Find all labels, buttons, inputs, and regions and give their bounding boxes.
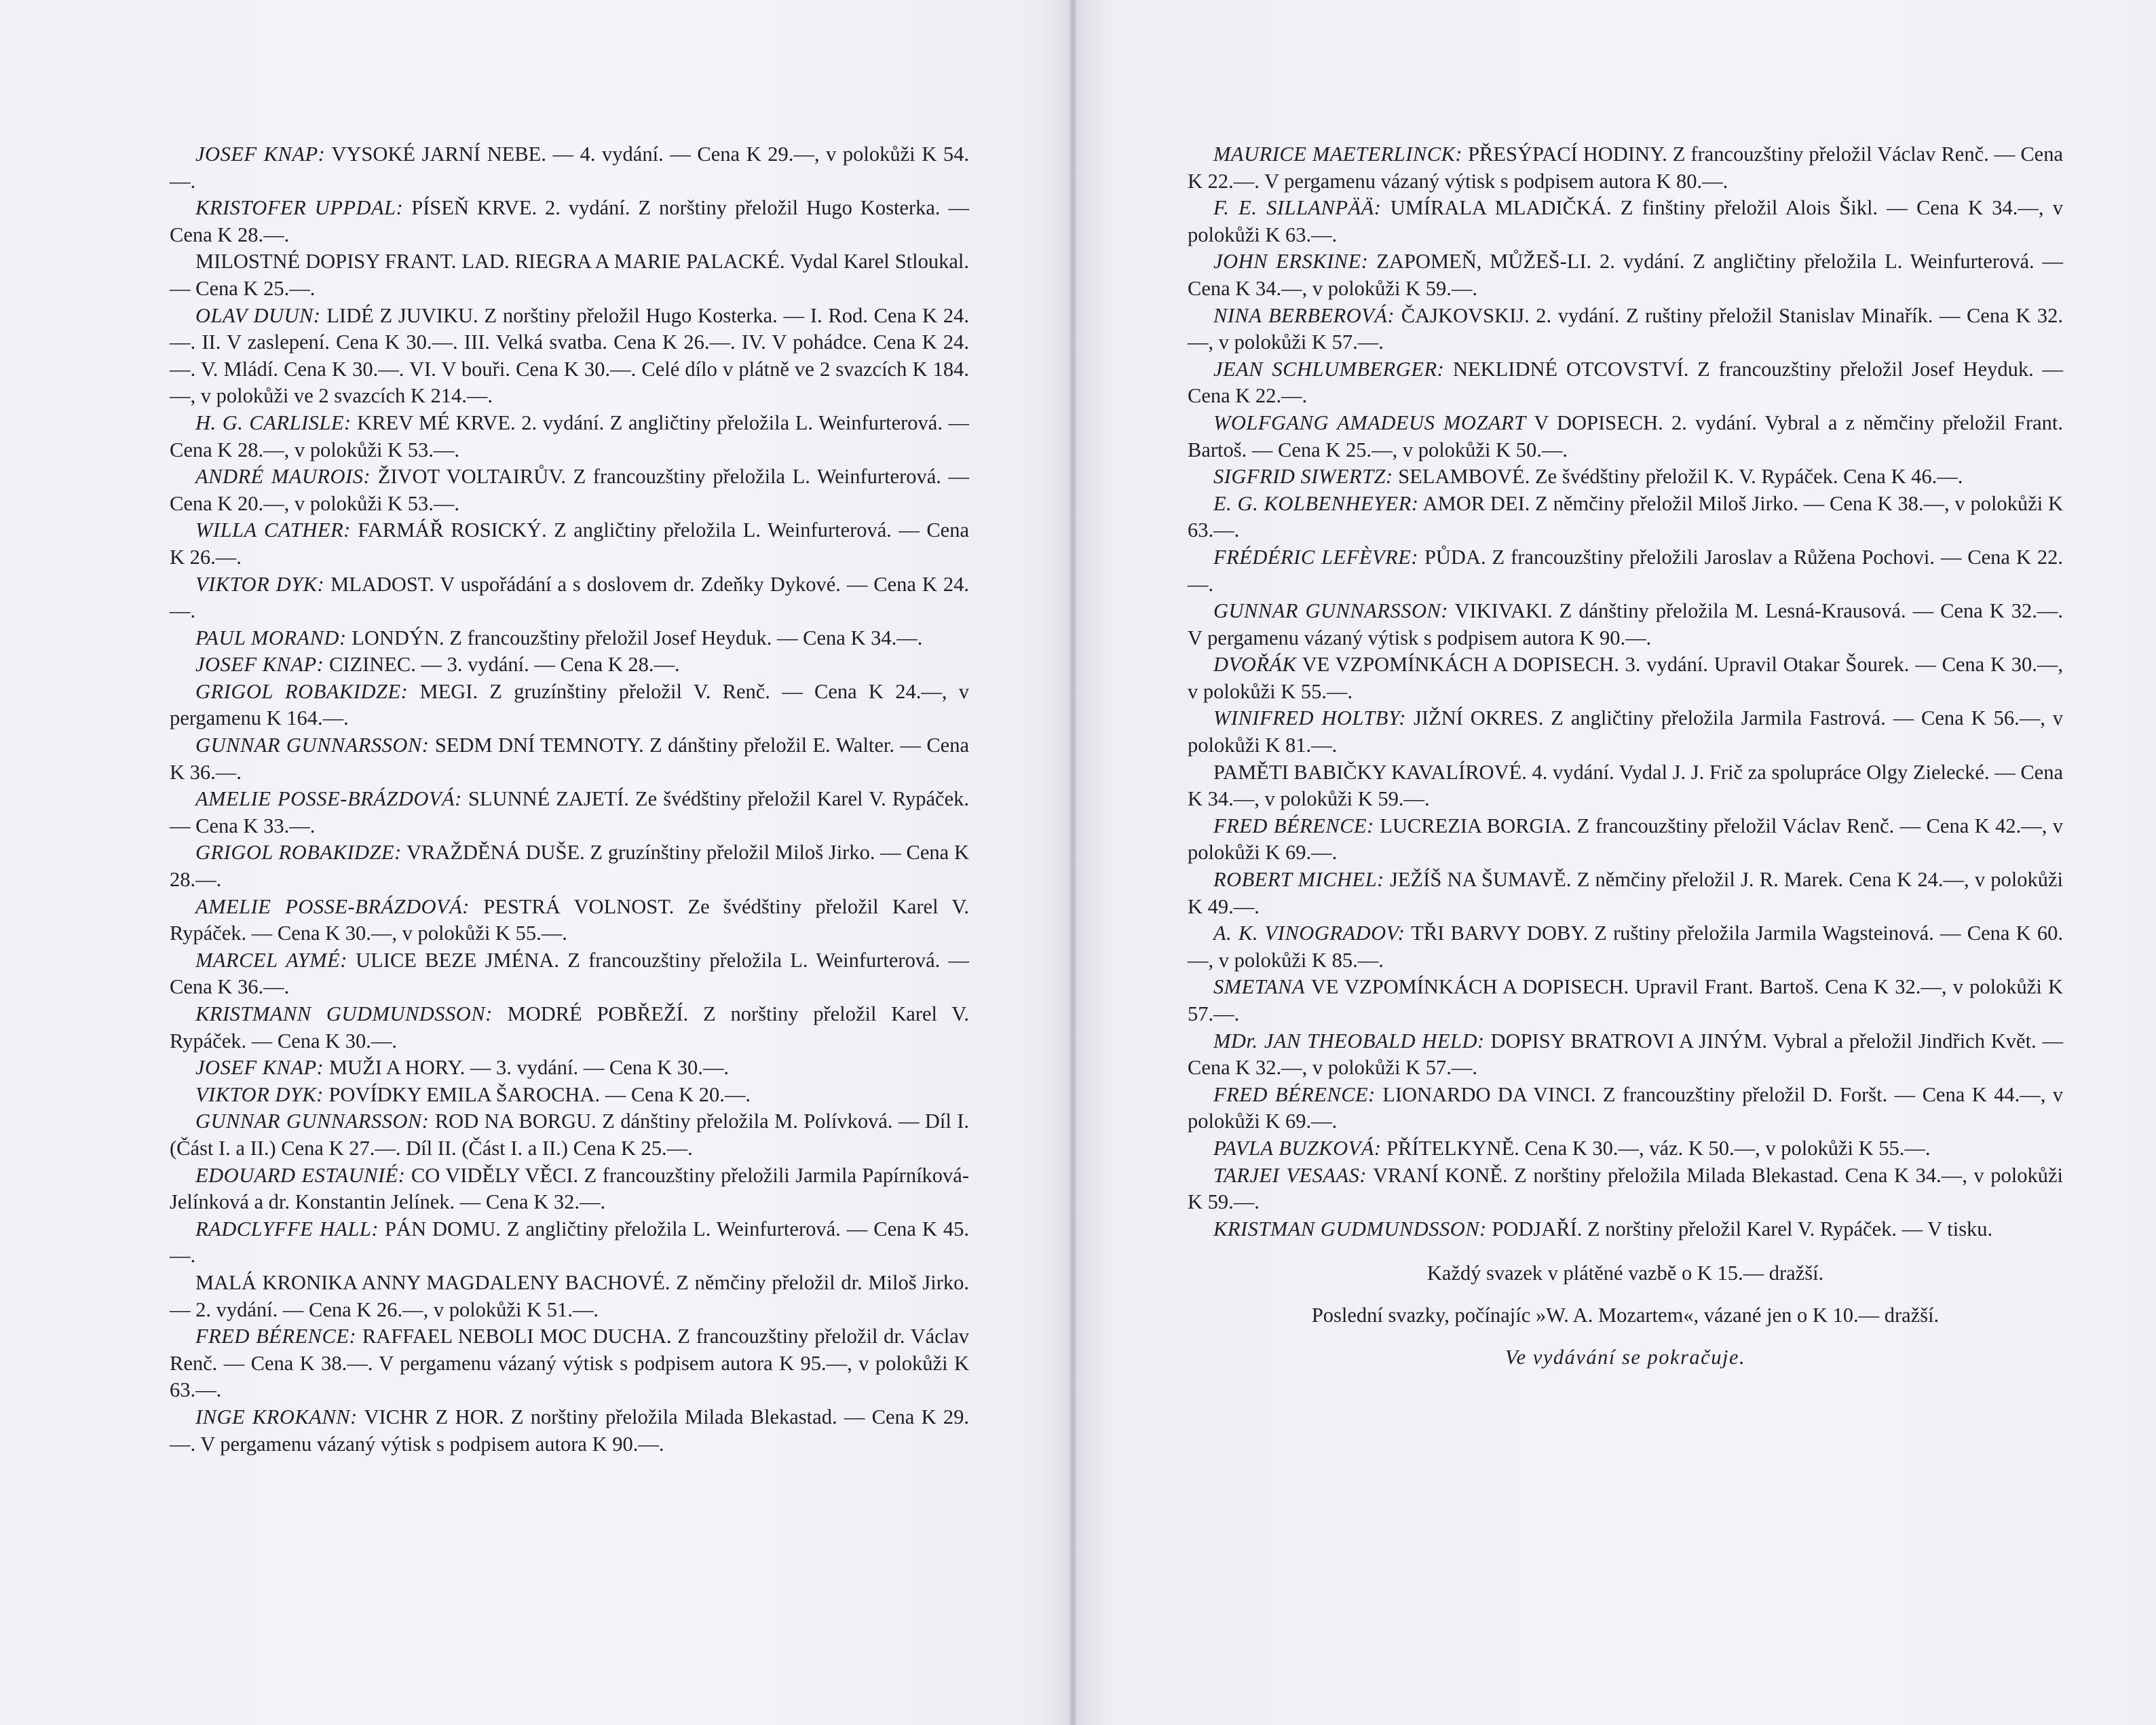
right-page xyxy=(1072,0,2156,1725)
book-title-and-price: PESTRÁ VOLNOST. Ze švédštiny přeložil Karel V. Rypáček. — Cena K 30.—, v polokůži K 55.—. xyxy=(170,894,970,945)
book-author: VIKTOR DYK: xyxy=(195,1082,324,1106)
book-entry xyxy=(170,1055,969,1082)
book-title-and-price: JIŽNÍ OKRES. Z angličtiny přeložila Jarmila Fastrová. — Cena K 56.—, v polokůži K 81.—. xyxy=(1188,706,2063,757)
book-entry xyxy=(170,517,969,571)
book-title-and-price: CIZINEC. — 3. vydání. — Cena K 28.—. xyxy=(324,653,680,677)
book-author: VIKTOR DYK: xyxy=(195,572,325,596)
book-author: SIGFRID SIWERTZ: xyxy=(1213,465,1393,489)
book-entry xyxy=(170,1323,969,1404)
book-entry xyxy=(1188,974,2063,1027)
book-entry xyxy=(170,625,969,652)
book-author: AMELIE POSSE-BRÁZDOVÁ: xyxy=(195,894,470,918)
left-page xyxy=(0,0,1072,1725)
book-entry xyxy=(1188,356,2063,410)
book-author: NINA BERBEROVÁ: xyxy=(1213,303,1395,327)
book-entry xyxy=(1188,759,2063,813)
book-entry xyxy=(170,195,969,248)
book-author: FRED BÉRENCE: xyxy=(1213,1082,1376,1106)
book-title-and-price: LIDÉ Z JUVIKU. Z norštiny přeložil Hugo Kosterka. — I. Rod. Cena K 24.—. II. V zaslepení. Cena K 30.—. III. Velká svatba. Cena K 26.—. IV. V pohádce. Cena K 24.—. V. Mládí. Cena K 30.—. VI. V bouři. Cena K 30.—. Celé dílo v plátně ve 2 svazcích K 184.—, v polokůži ve 2 svazcích K 214.—. xyxy=(170,303,969,408)
book-entry xyxy=(170,732,969,786)
book-title-and-price: POVÍDKY EMILA ŠAROCHA. — Cena K 20.—. xyxy=(323,1082,751,1106)
book-title-and-price: LUCREZIA BORGIA. Z francouzštiny přeložil Václav Renč. — Cena K 42.—, v polokůži K 69.—. xyxy=(1188,814,2063,865)
book-entry xyxy=(170,679,969,732)
book-author: AMELIE POSSE-BRÁZDOVÁ: xyxy=(195,787,462,811)
book-title-and-price: AMOR DEI. Z němčiny přeložil Miloš Jirko. — Cena K 38.—, v polokůži K 63.—. xyxy=(1188,491,2063,542)
book-author: MAURICE MAETERLINCK: xyxy=(1213,143,1463,166)
book-author: E. G. KOLBENHEYER: xyxy=(1213,491,1419,515)
book-title-and-price: ŽIVOT VOLTAIRŮV. Z francouzštiny přeložila L. Weinfurterová. — Cena K 20.—, v polokůži K 53.—. xyxy=(170,465,969,515)
book-entry xyxy=(1188,651,2063,705)
book-title-and-price: MALÁ KRONIKA ANNY MAGDALENY BACHOVÉ. Z němčiny přeložil dr. Miloš Jirko. — 2. vydání. — Cena K 26.—, v polokůži K 51.—. xyxy=(170,1270,969,1321)
book-author: GRIGOL ROBAKIDZE: xyxy=(195,679,409,703)
book-entry xyxy=(170,410,969,463)
book-title-and-price: MUŽI A HORY. — 3. vydání. — Cena K 30.—. xyxy=(324,1056,730,1080)
book-author: GUNNAR GUNNARSSON: xyxy=(1213,599,1449,623)
book-author: GRIGOL ROBAKIDZE: xyxy=(195,841,402,865)
book-author: A. K. VINOGRADOV: xyxy=(1213,922,1405,945)
recent-volumes-note: Poslední svazky, počínajíc »W. A. Mozartem«, vázané jen o K 10.— dražší. xyxy=(1311,1303,1940,1327)
book-title-and-price: ROD NA BORGU. Z dánštiny přeložila M. Polívková. — Díl I. (Část I. a II.) Cena K 27.—. Díl II. (Část I. a II.) Cena K 25.—. xyxy=(170,1110,970,1160)
book-author: GUNNAR GUNNARSSON: xyxy=(195,734,430,757)
book-title-and-price: PODJAŘÍ. Z norštiny přeložil Karel V. Rypáček. — V tisku. xyxy=(1486,1217,1993,1240)
book-author: JOSEF KNAP: xyxy=(195,143,326,166)
continuation-note: Ve vydávání se pokračuje. xyxy=(1505,1345,1746,1369)
book-entry xyxy=(1188,303,2063,356)
book-title-and-price: ZAPOMEŇ, MŮŽEŠ-LI. 2. vydání. Z angličtiny přeložila L. Weinfurterová. — Cena K 34.—, v polokůži K 59.—. xyxy=(1188,250,2063,300)
book-author: SMETANA xyxy=(1213,975,1306,999)
book-entry xyxy=(170,303,969,410)
book-author: RADCLYFFE HALL: xyxy=(195,1217,379,1240)
book-title-and-price: VIKIVAKI. Z dánštiny přeložila M. Lesná-Krausová. — Cena K 32.—. V pergamenu vázaný výtisk s podpisem autora K 90.—. xyxy=(1188,599,2063,649)
book-entry xyxy=(1188,463,2063,491)
book-author: EDOUARD ESTAUNIÉ: xyxy=(195,1163,406,1187)
book-entry xyxy=(170,1001,969,1055)
book-entry xyxy=(170,839,969,893)
book-title-and-price: PŮDA. Z francouzštiny přeložili Jaroslav a Růžena Pochovi. — Cena K 22.—. xyxy=(1188,545,2063,596)
book-author: JOHN ERSKINE: xyxy=(1213,250,1369,273)
book-author: WILLA CATHER: xyxy=(195,518,351,542)
book-title-and-price: FARMÁŘ ROSICKÝ. Z angličtiny přeložila L. Weinfurterová. — Cena K 26.—. xyxy=(170,518,969,569)
book-entry xyxy=(170,463,969,517)
book-title-and-price: VE VZPOMÍNKÁCH A DOPISECH. 3. vydání. Upravil Otakar Šourek. — Cena K 30.—, v polokůži K 55.—. xyxy=(1188,653,2063,703)
right-entries xyxy=(1188,141,2063,1243)
book-entry xyxy=(170,571,969,625)
book-author: ROBERT MICHEL: xyxy=(1213,868,1384,892)
book-author: FRED BÉRENCE: xyxy=(195,1325,357,1348)
book-title-and-price: V DOPISECH. 2. vydání. Vybral a z němčiny přeložil Frant. Bartoš. — Cena K 25.—, v polokůži K 50.—. xyxy=(1188,411,2063,461)
book-title-and-price: RAFFAEL NEBOLI MOC DUCHA. Z francouzštiny přeložil dr. Václav Renč. — Cena K 38.—. V pergamenu vázaný výtisk s podpisem autora K 95.—, v polokůži K 63.—. xyxy=(170,1325,969,1402)
book-title-and-price: PŘÍTELKYNĚ. Cena K 30.—, váz. K 50.—, v polokůži K 55.—. xyxy=(1381,1136,1931,1160)
book-author: INGE KROKANN: xyxy=(195,1405,358,1428)
book-title-and-price: DOPISY BRATROVI A JINÝM. Vybral a přeložil Jindřich Květ. — Cena K 32.—, v polokůži K 57.—. xyxy=(1188,1029,2063,1080)
book-author: PAVLA BUZKOVÁ: xyxy=(1213,1136,1382,1160)
book-entry xyxy=(1188,1216,2063,1243)
book-title-and-price: VRAŽDĚNÁ DUŠE. Z gruzínštiny přeložil Miloš Jirko. — Cena K 28.—. xyxy=(170,841,969,892)
book-entry xyxy=(170,1270,969,1323)
book-title-and-price: VICHR Z HOR. Z norštiny přeložila Milada Blekastad. — Cena K 29.—. V pergamenu vázaný výtisk s podpisem autora K 90.—. xyxy=(170,1405,969,1456)
book-title-and-price: MODRÉ POBŘEŽÍ. Z norštiny přeložil Karel V. Rypáček. — Cena K 30.—. xyxy=(170,1002,969,1053)
book-title-and-price: PAMĚTI BABIČKY KAVALÍROVÉ. 4. vydání. Vydal J. J. Frič za spolupráce Olgy Zielecké. — Cena K 34.—, v polokůži K 59.—. xyxy=(1188,760,2063,811)
book-entry xyxy=(1188,544,2063,598)
book-entry xyxy=(1188,813,2063,867)
book-entry xyxy=(170,1082,969,1109)
book-author: KRISTMAN GUDMUNDSSON: xyxy=(1213,1217,1487,1240)
book-entry xyxy=(1188,1082,2063,1135)
book-entry xyxy=(170,1108,969,1162)
book-author: KRISTMANN GUDMUNDSSON: xyxy=(195,1002,493,1025)
book-title-and-price: MLADOST. V uspořádání a s doslovem dr. Zdeňky Dykové. — Cena K 24.—. xyxy=(170,572,969,623)
book-title-and-price: SEDM DNÍ TEMNOTY. Z dánštiny přeložil E. Walter. — Cena K 36.—. xyxy=(170,734,969,784)
book-entry xyxy=(170,651,969,679)
book-title-and-price: SELAMBOVÉ. Ze švédštiny přeložil K. V. Rypáček. Cena K 46.—. xyxy=(1393,465,1963,489)
book-title-and-price: ULICE BEZE JMÉNA. Z francouzštiny přeložila L. Weinfurterová. — Cena K 36.—. xyxy=(170,948,970,999)
book-title-and-price: PŘESÝPACÍ HODINY. Z francouzštiny přeložil Václav Renč. — Cena K 22.—. V pergamenu vázaný výtisk s podpisem autora K 80.—. xyxy=(1188,143,2063,193)
book-entry xyxy=(170,1216,969,1270)
book-entry xyxy=(170,248,969,302)
book-author: GUNNAR GUNNARSSON: xyxy=(195,1110,430,1133)
book-title-and-price: MILOSTNÉ DOPISY FRANT. LAD. RIEGRA A MARIE PALACKÉ. Vydal Karel Stloukal. — Cena K 25.—. xyxy=(170,250,969,300)
book-author: MDr. JAN THEOBALD HELD: xyxy=(1213,1029,1485,1053)
book-author: KRISTOFER UPPDAL: xyxy=(195,196,404,220)
book-author: JEAN SCHLUMBERGER: xyxy=(1213,357,1445,381)
book-entry xyxy=(1188,410,2063,463)
book-entry xyxy=(1188,195,2063,248)
book-entry xyxy=(170,786,969,839)
book-title-and-price: MEGI. Z gruzínštiny přeložil V. Renč. — Cena K 24.—, v pergamenu K 164.—. xyxy=(170,679,969,730)
book-title-and-price: CO VIDĚLY VĚCI. Z francouzštiny přeložili Jarmila Papírníková-Jelínková a dr. Konstantin Jelínek. — Cena K 32.—. xyxy=(170,1163,969,1214)
footer-notes xyxy=(1188,1260,2063,1371)
book-entry xyxy=(1188,1135,2063,1162)
book-gutter xyxy=(1068,0,1078,1725)
book-entry xyxy=(1188,705,2063,759)
book-title-and-price: ČAJKOVSKIJ. 2. vydání. Z ruštiny přeložil Stanislav Minařík. — Cena K 32.—, v polokůži K 57.—. xyxy=(1188,303,2063,354)
book-entry xyxy=(1188,920,2063,974)
book-entry xyxy=(1188,491,2063,544)
right-book-list xyxy=(1188,141,2063,1386)
book-author: FRED BÉRENCE: xyxy=(1213,814,1374,837)
book-title-and-price: VYSOKÉ JARNÍ NEBE. — 4. vydání. — Cena K 29.—, v polokůži K 54.—. xyxy=(170,143,969,193)
book-author: WOLFGANG AMADEUS MOZART xyxy=(1213,411,1526,434)
book-title-and-price: KREV MÉ KRVE. 2. vydání. Z angličtiny přeložila L. Weinfurterová. — Cena K 28.—, v polokůži K 53.—. xyxy=(170,411,969,461)
book-entry xyxy=(1188,1162,2063,1216)
book-author: TARJEI VESAAS: xyxy=(1213,1163,1367,1187)
book-author: F. E. SILLANPÄÄ: xyxy=(1213,196,1382,220)
book-title-and-price: NEKLIDNÉ OTCOVSTVÍ. Z francouzštiny přeložil Josef Heyduk. — Cena K 22.—. xyxy=(1188,357,2063,408)
book-author: OLAV DUUN: xyxy=(195,303,321,327)
book-entry xyxy=(1188,867,2063,920)
book-entry xyxy=(170,141,969,195)
book-author: MARCEL AYMÉ: xyxy=(195,948,347,972)
book-title-and-price: VE VZPOMÍNKÁCH A DOPISECH. Upravil Frant. Bartoš. Cena K 32.—, v polokůži K 57.—. xyxy=(1188,975,2063,1025)
book-entry xyxy=(170,894,969,947)
book-author: WINIFRED HOLTBY: xyxy=(1213,706,1407,730)
book-author: JOSEF KNAP: xyxy=(195,1056,324,1080)
book-title-and-price: PÁN DOMU. Z angličtiny přeložila L. Weinfurterová. — Cena K 45.—. xyxy=(170,1217,970,1268)
book-entry xyxy=(1188,598,2063,651)
book-author: JOSEF KNAP: xyxy=(195,653,324,677)
book-title-and-price: PÍSEŇ KRVE. 2. vydání. Z norštiny přeložil Hugo Kosterka. — Cena K 28.—. xyxy=(170,196,969,246)
book-title-and-price: SLUNNÉ ZAJETÍ. Ze švédštiny přeložil Karel V. Rypáček. — Cena K 33.—. xyxy=(170,787,969,837)
binding-note: Každý svazek v plátěné vazbě o K 15.— dražší. xyxy=(1426,1262,1824,1285)
book-title-and-price: LONDÝN. Z francouzštiny přeložil Josef Heyduk. — Cena K 34.—. xyxy=(346,626,923,649)
book-title-and-price: UMÍRALA MLADIČKÁ. Z finštiny přeložil Alois Šikl. — Cena K 34.—, v polokůži K 63.—. xyxy=(1188,196,2064,246)
book-title-and-price: LIONARDO DA VINCI. Z francouzštiny přeložil D. Foršt. — Cena K 44.—, v polokůži K 69.—. xyxy=(1188,1082,2063,1133)
book-author: ANDRÉ MAUROIS: xyxy=(195,465,371,489)
book-entry xyxy=(170,947,969,1001)
book-entry xyxy=(170,1162,969,1216)
book-entry xyxy=(1188,248,2063,302)
book-author: H. G. CARLISLE: xyxy=(195,411,352,434)
book-title-and-price: VRANÍ KONĚ. Z norštiny přeložila Milada Blekastad. Cena K 34.—, v polokůži K 59.—. xyxy=(1188,1163,2064,1214)
book-author: PAUL MORAND: xyxy=(195,626,347,649)
left-book-list xyxy=(170,141,969,1458)
book-title-and-price: JEŽÍŠ NA ŠUMAVĚ. Z němčiny přeložil J. R. Marek. Cena K 24.—, v polokůži K 49.—. xyxy=(1188,868,2063,918)
book-title-and-price: TŘI BARVY DOBY. Z ruštiny přeložila Jarmila Wagsteinová. — Cena K 60.—, v polokůži K 85.—. xyxy=(1188,922,2064,972)
book-entry xyxy=(170,1404,969,1458)
book-author: FRÉDÉRIC LEFÈVRE: xyxy=(1213,545,1419,569)
book-entry xyxy=(1188,1028,2063,1082)
book-author: DVOŘÁK xyxy=(1213,653,1297,677)
book-entry xyxy=(1188,141,2063,195)
